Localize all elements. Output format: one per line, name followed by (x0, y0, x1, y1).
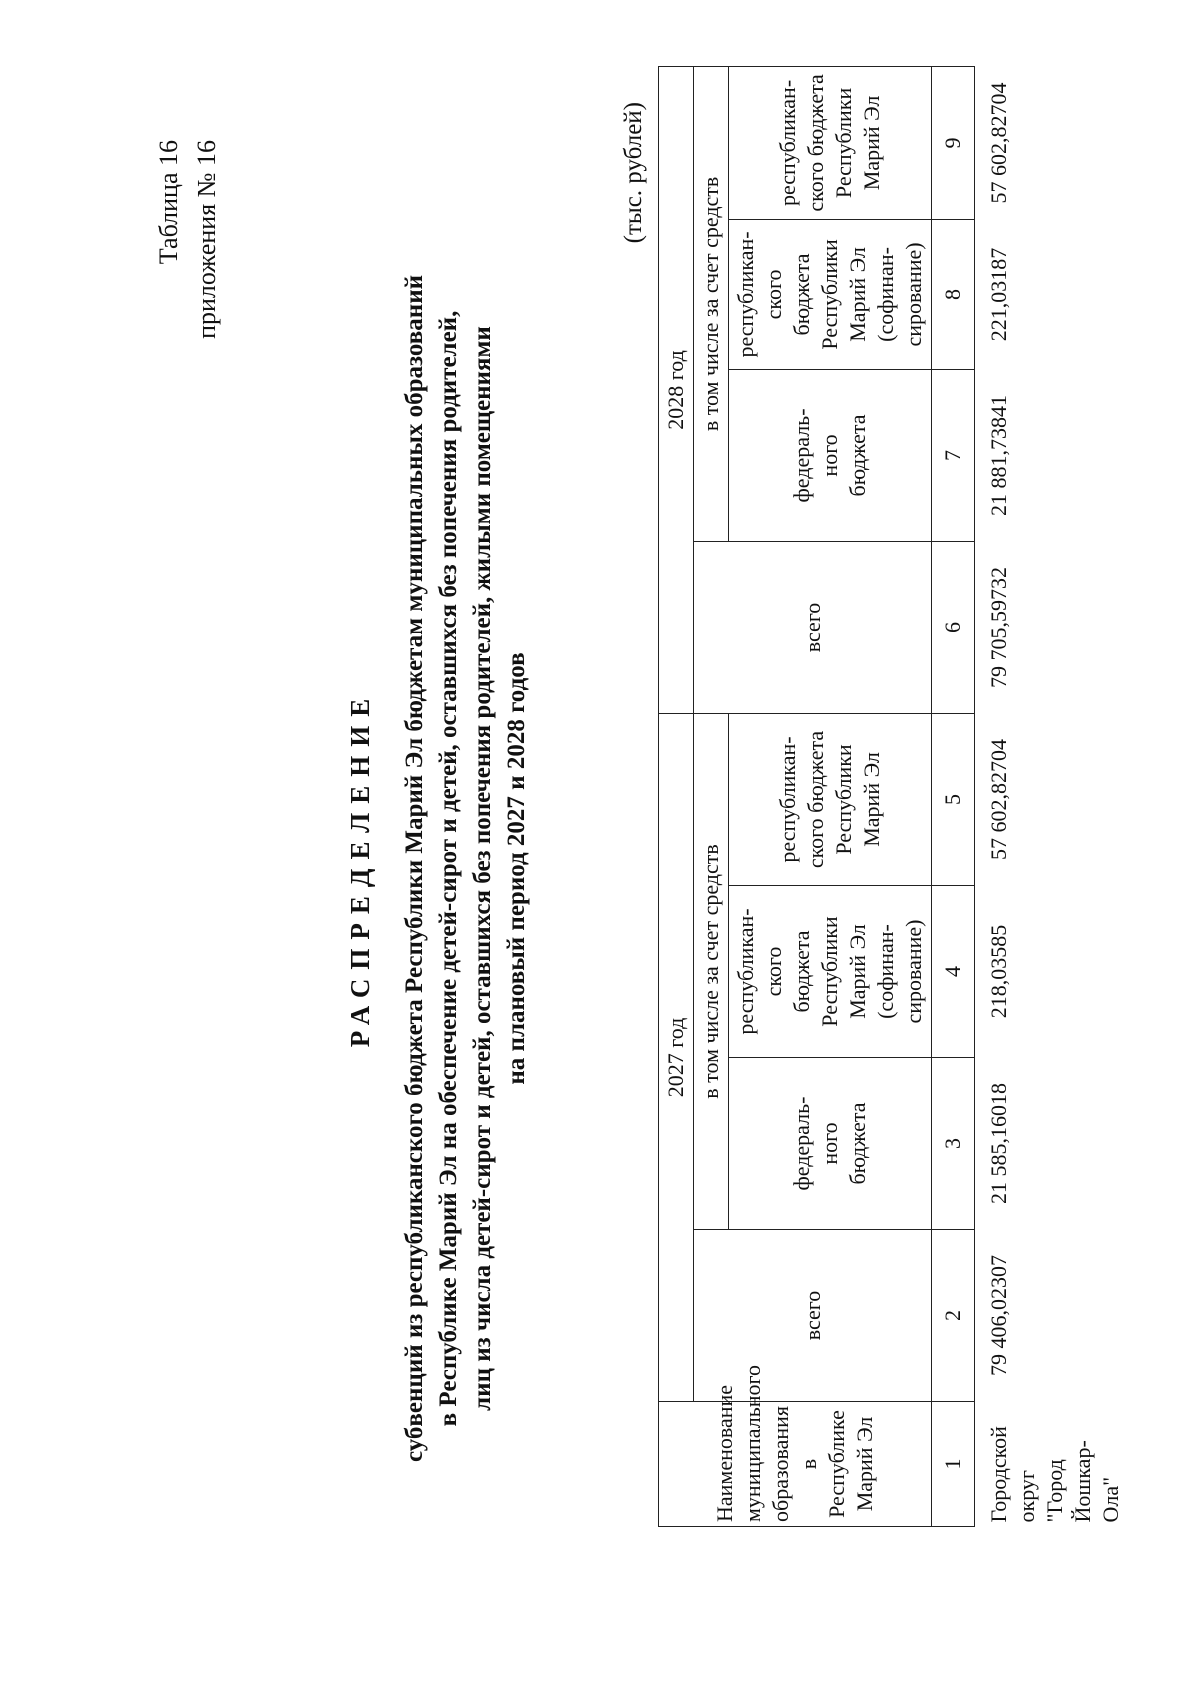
header-federal-2027: федераль- ного бюджета (729, 1058, 932, 1230)
column-number: 6 (932, 541, 975, 713)
appendix-label: приложения № 16 (192, 140, 221, 339)
title-line-2: в Республике Марий Эл на обеспечение детей-сирот и детей, оставшихся без попечения родителей, (435, 310, 462, 1427)
column-number: 1 (932, 1402, 975, 1527)
column-number: 8 (932, 219, 975, 369)
header-including-2027: в том числе за счет средств (694, 713, 729, 1229)
table-label: Таблица 16 (154, 140, 183, 265)
column-number: 2 (932, 1230, 975, 1402)
header-row-years (659, 66, 694, 1526)
table-reference (150, 140, 226, 339)
value-federal-2027: 21 585,16018 (975, 1058, 1129, 1230)
column-number: 5 (932, 713, 975, 885)
value-federal-2028: 21 881,73841 (975, 369, 1129, 541)
distribution-table (658, 66, 1128, 1527)
table-row (975, 66, 1129, 1526)
column-number: 7 (932, 369, 975, 541)
header-row-groups (694, 66, 729, 1526)
header-total-2028: всего (694, 541, 932, 713)
header-republic-cofin-2027: республикан- ского бюджета Республики Марий Эл (софинан- сирование) (729, 886, 932, 1058)
header-republic-cofin-2028: республикан- ского бюджета Республики Марий Эл (софинан- сирование) (729, 219, 932, 369)
header-total-2027: всего (694, 1230, 932, 1402)
header-republic-2028: республикан- ского бюджета Республики Марий Эл (729, 66, 932, 219)
value-republic-2028: 57 602,82704 (975, 66, 1129, 219)
title-line-3: лиц из числа детей-сирот и детей, оставшихся без попечения родителей, жилыми помещениями (469, 326, 496, 1411)
header-municipality: Наименование муниципального образования в Республике Марий Эл (659, 1402, 932, 1527)
header-federal-2028: федераль- ного бюджета (729, 369, 932, 541)
units-label: (тыс. рублей) (620, 102, 647, 244)
column-number: 9 (932, 66, 975, 219)
header-year-2028: 2028 год (659, 66, 694, 713)
value-republic-cofin-2027: 218,03585 (975, 886, 1129, 1058)
municipality-name: Городской округ "Город Йошкар-Ола" (975, 1402, 1129, 1527)
title-subtitle (398, 160, 534, 1577)
title-main: РАСПРЕДЕЛЕНИЕ (345, 689, 375, 1048)
column-number-row (932, 66, 975, 1526)
column-number: 3 (932, 1058, 975, 1230)
value-republic-cofin-2028: 221,03187 (975, 219, 1129, 369)
value-total-2027: 79 406,02307 (975, 1230, 1129, 1402)
value-republic-2027: 57 602,82704 (975, 713, 1129, 885)
title-line-1: субвенций из республиканского бюджета Республики Марий Эл бюджетам муниципальных образований (401, 274, 428, 1463)
header-year-2027: 2027 год (659, 713, 694, 1401)
document-title (345, 160, 534, 1577)
header-including-2028: в том числе за счет средств (694, 66, 729, 541)
value-total-2028: 79 705,59732 (975, 541, 1129, 713)
header-republic-2027: республикан- ского бюджета Республики Марий Эл (729, 713, 932, 885)
column-number: 4 (932, 886, 975, 1058)
title-line-4: на плановый период 2027 и 2028 годов (503, 652, 530, 1085)
